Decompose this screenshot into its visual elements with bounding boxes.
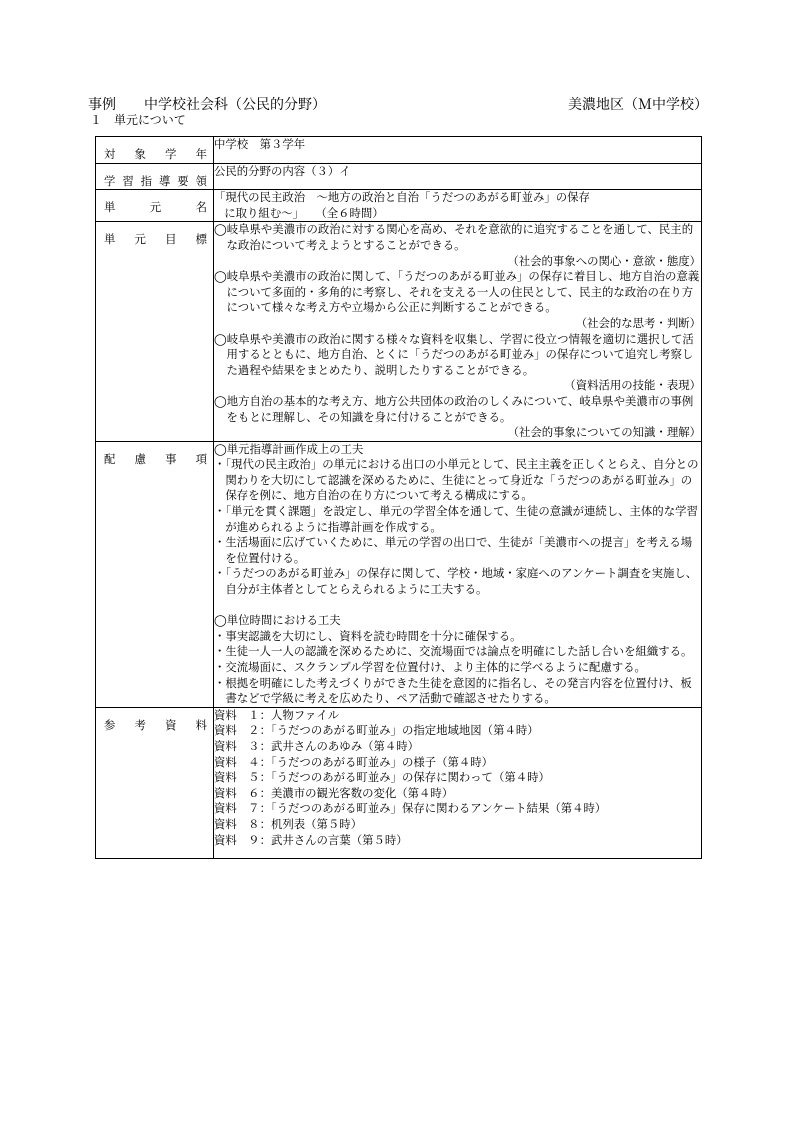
row-reference-materials xyxy=(96,707,702,858)
label-considerations: 配 慮 事 項 xyxy=(96,441,214,707)
material-item: 資料 ３：武井さんのあゆみ（第４時） xyxy=(214,738,420,753)
section-title: １ 単元について xyxy=(90,113,186,127)
value-reference-materials xyxy=(214,707,702,858)
material-item: 資料 ５：「うだつのあがる町並み」の保存に関わって（第４時） xyxy=(214,770,550,785)
value-unit-name: 「現代の民主政治 ～地方の政治と自治「うだつのあがる町並み」の保存 に取り組む～」 （全６時間） xyxy=(214,190,702,222)
label-target-grade: 対 象 学 年 xyxy=(96,137,214,164)
consideration-item: ・「うだつのあがる町並み」の保存に関して、学校・地域・家庭へのアンケート調査を実施し、自分が主体者としてとらえられるように工夫する。 xyxy=(214,566,698,597)
row-unit-goals xyxy=(96,222,702,441)
goal-skills-note: （資料活用の技能・表現） xyxy=(564,378,701,393)
case-title: 事例 中学校社会科（公民的分野） xyxy=(88,97,326,113)
goal-knowledge: ◯地方自治の基本的な考え方、地方公共団体の政治のしくみについて、岐阜県や美濃市の事例をもとに理解し、その知識を身に付けることができる。 xyxy=(214,393,694,424)
consideration-heading-lesson: ◯単位時間における工夫 xyxy=(214,613,341,628)
document-header xyxy=(88,94,708,112)
consideration-item: ・根拠を明確にした考えづくりができた生徒を意図的に指名し、その発言内容を位置付け、板書などで学級に考えを広めたり、ペア活動で確認させたりする。 xyxy=(214,675,692,706)
material-item: 資料 ６：美濃市の観光客数の変化（第４時） xyxy=(214,785,454,800)
consideration-heading-unit-plan: ◯単元指導計画作成上の工夫 xyxy=(214,441,364,456)
label-reference-materials: 参 考 資 料 xyxy=(96,707,214,858)
goal-thinking: ◯岐阜県や美濃市の政治に関して、「うだつのあがる町並み」の保存に着目し、地方自治の意義について多面的・多角的に考察し、それを支える一人の住民として、民主的な政治の在り方について様々な考え方や立場から公正に判断することができる。 xyxy=(214,269,700,315)
material-item: 資料 ９：武井さんの言葉（第５時） xyxy=(214,832,408,847)
label-unit-name: 単 元 名 xyxy=(96,190,214,222)
consideration-item: ・「現代の民主政治」の単元における出口の小単元として、民主主義を正しくとらえ、自分との関わりを大切にして認識を深めるために、生徒にとって身近な「うだつのあがる町並み」の保存を例に、地方自治の在り方について考える構成にする。 xyxy=(214,457,699,503)
unit-table xyxy=(95,136,702,859)
goal-thinking-note: （社会的な思考・判断） xyxy=(575,315,701,330)
value-considerations xyxy=(214,441,702,707)
value-guideline: 公民的分野の内容（３）イ xyxy=(214,163,702,190)
goal-knowledge-note: （社会的事象についての知識・理解） xyxy=(507,425,701,440)
consideration-item: ・生徒一人一人の認識を深めるために、交流場面では論点を明確にした話し合いを組織する。 xyxy=(214,644,693,659)
row-guideline xyxy=(96,163,702,190)
material-item: 資料 ４：「うだつのあがる町並み」の様子（第４時） xyxy=(214,754,494,769)
material-item: 資料 ７：「うだつのあがる町並み」保存に関わるアンケート結果（第４時） xyxy=(214,801,607,816)
row-target-grade xyxy=(96,137,702,164)
material-item: 資料 ２：「うだつのあがる町並み」の指定地域地図（第４時） xyxy=(214,723,539,738)
material-item: 資料 １：人物ファイル xyxy=(214,707,340,722)
row-unit-name xyxy=(96,190,702,222)
label-unit-goals: 単 元 目 標 xyxy=(96,222,214,441)
consideration-item: ・交流場面に、スクランブル学習を位置付け、より主体的に学べるように配慮する。 xyxy=(214,660,646,674)
goal-interest: ◯岐阜県や美濃市の政治に対する関心を高め、それを意欲的に追究することを通して、民主的な政治について考えようとすることができる。 xyxy=(214,222,694,252)
material-item: 資料 ８：机列表（第５時） xyxy=(214,816,363,831)
row-considerations xyxy=(96,441,702,707)
label-guideline: 学 習 指 導 要 領 xyxy=(96,163,214,190)
consideration-item: ・事実認識を大切にし、資料を読む時間を十分に確保する。 xyxy=(214,628,522,643)
value-target-grade: 中学校 第３学年 xyxy=(214,137,702,164)
school-region: 美濃地区（Ｍ中学校） xyxy=(568,97,708,113)
goal-interest-note: （社会的事象への関心・意欲・態度） xyxy=(507,253,701,268)
goal-skills: ◯岐阜県や美濃市の政治に関する様々な資料を収集し、学習に役立つ情報を適切に選択して活用するとともに、地方自治、とくに「うだつのあがる町並み」の保存について追究し考察した過程や結果をまとめたり、説明したりすることができる。 xyxy=(214,331,694,377)
consideration-item: ・「単元を貫く課題」を設定し、単元の学習全体を通して、生徒の意識が連続し、主体的な学習が進められるように指導計画を作成する。 xyxy=(214,504,698,534)
value-unit-goals xyxy=(214,222,702,441)
consideration-item: ・生活場面に広げていくために、単元の学習の出口で、生徒が「美濃市への提言」を考える場を位置付ける。 xyxy=(214,535,693,565)
